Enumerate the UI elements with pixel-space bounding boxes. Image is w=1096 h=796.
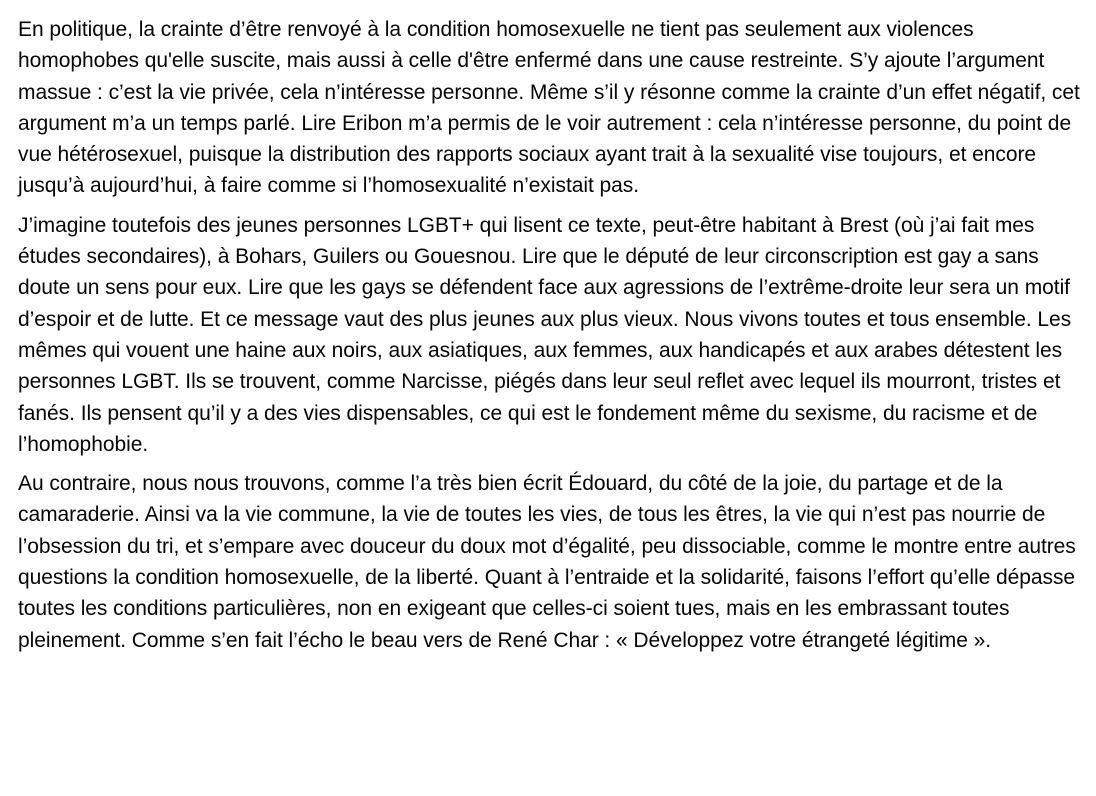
post-paragraph: Au contraire, nous nous trouvons, comme l’a très bien écrit Édouard, du côté de la joie, du partage et de la camaraderie. Ainsi va la vie commune, la vie de toutes les vies, de tous les êtres, la vie qui n’est pas nourrie de l’obsession du tri, et s’empare avec douceur du doux mot d’égalité, peu dissociable, comme le montre entre autres questions la condition homosexuelle, de la liberté. Quant à l’entraide et la solidarité, faisons l’effort qu’elle dépasse toutes les conditions particulières, non en exigeant que celles-ci soient tues, mais en les embrassant toutes pleinement. Comme s’en fait l’écho le beau vers de René Char : « Développez votre étrangeté légitime ». bbox=[18, 472, 1076, 652]
post-paragraph: J’imagine toutefois des jeunes personnes LGBT+ qui lisent ce texte, peut-être habitant à Brest (où j’ai fait mes études secondaires), à Bohars, Guilers ou Gouesnou. Lire que le député de leur circonscription est gay a sans doute un sens pour eux. Lire que les gays se défendent face aux agressions de l’extrême-droite leur sera un motif d’espoir et de lutte. Et ce message vaut des plus jeunes aux plus vieux. Nous vivons toutes et tous ensemble. Les mêmes qui vouent une haine aux noirs, aux asiatiques, aux femmes, aux handicapés et aux arabes détestent les personnes LGBT. Ils se trouvent, comme Narcisse, piégés dans leur seul reflet avec lequel ils mourront, tristes et fanés. Ils pensent qu’il y a des vies dispensables, ce qui est le fondement même du sexisme, du racisme et de l’homophobie. bbox=[18, 213, 1072, 456]
post-paragraph: En politique, la crainte d’être renvoyé à la condition homosexuelle ne tient pas seulement aux violences homophobes qu'elle suscite, mais aussi à celle d'être enfermé dans une cause restreinte. S’y ajoute l’argument massue : c’est la vie privée, cela n’intéresse personne. Même s’il y résonne comme la crainte d’un effet négatif, cet argument m’a un temps parlé. Lire Eribon m’a permis de le voir autrement : cela n’intéresse personne, du point de vue hétérosexuel, puisque la distribution des rapports sociaux ayant trait à la sexualité vise toujours, et encore jusqu’à aujourd’hui, à faire comme si l’homosexualité n’existait pas. bbox=[18, 18, 1080, 198]
